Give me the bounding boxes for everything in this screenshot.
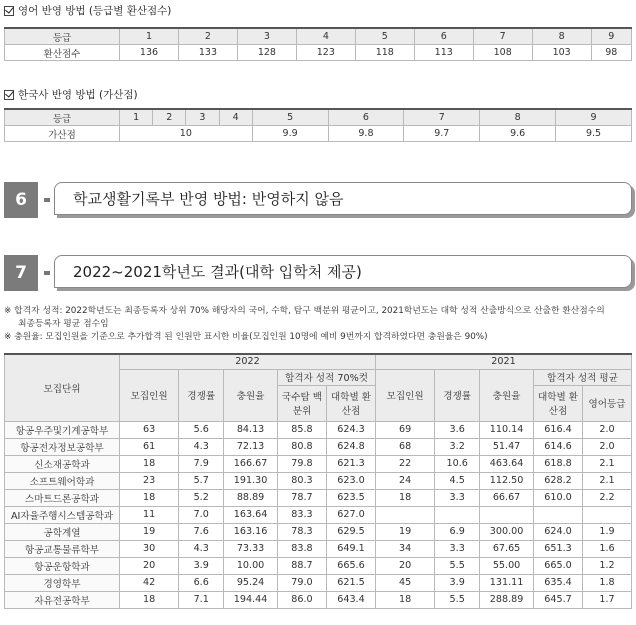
data-cell: 5.5 <box>435 557 480 574</box>
data-cell: 2.1 <box>583 472 632 489</box>
section-6-banner <box>4 182 632 218</box>
data-cell: 18 <box>120 591 179 608</box>
data-cell: 621.5 <box>326 574 375 591</box>
data-cell <box>375 506 434 523</box>
col-header-english: 영어등급 <box>583 385 632 421</box>
grade-cell: 3 <box>237 28 296 45</box>
data-cell: 4.3 <box>179 540 224 557</box>
unit-name-cell: 자유전공학부 <box>5 591 120 608</box>
table-row <box>5 506 632 523</box>
data-cell: 68 <box>375 438 434 455</box>
data-cell: 163.64 <box>224 506 278 523</box>
data-cell: 18 <box>375 489 434 506</box>
data-cell: 616.4 <box>534 421 583 438</box>
unit-name-cell: 항공교통물류학부 <box>5 540 120 557</box>
data-cell: 4.5 <box>435 472 480 489</box>
data-cell: 78.7 <box>277 489 326 506</box>
data-cell: 628.2 <box>534 472 583 489</box>
connector-mark <box>44 198 50 202</box>
data-cell: 80.3 <box>277 472 326 489</box>
data-cell: 624.3 <box>326 421 375 438</box>
data-cell: 624.0 <box>534 523 583 540</box>
grade-header-label: 등급 <box>5 28 120 45</box>
data-cell: 618.8 <box>534 455 583 472</box>
data-cell: 166.67 <box>224 455 278 472</box>
data-cell: 3.9 <box>435 574 480 591</box>
col-header-2021: 2021 <box>375 354 631 369</box>
data-cell: 22 <box>375 455 434 472</box>
table-row <box>5 591 632 608</box>
col-header-fill-rate: 충원율 <box>224 369 278 421</box>
checkbox-icon <box>4 90 14 100</box>
section-title: 학교생활기록부 반영 방법: 반영하지 않음 <box>54 182 632 215</box>
data-cell: 42 <box>120 574 179 591</box>
grade-cell: 3 <box>186 109 219 126</box>
data-cell: 665.0 <box>534 557 583 574</box>
table-row <box>5 489 632 506</box>
score-cell: 123 <box>296 45 355 61</box>
data-cell: 3.6 <box>435 421 480 438</box>
notes-block <box>4 305 632 344</box>
data-cell: 110.14 <box>480 421 534 438</box>
data-cell: 66.67 <box>480 489 534 506</box>
note-line: ※ 충원율: 모집인원을 기준으로 추가합격 된 인원만 표시한 비율(모집인원 10명에 예비 9번까지 합격하였다면 충원율은 90%) <box>4 332 488 342</box>
score-cell: 108 <box>473 45 532 61</box>
data-cell: 2.1 <box>583 455 632 472</box>
bonus-cell: 9.8 <box>328 126 404 142</box>
data-cell: 3.9 <box>179 557 224 574</box>
data-cell: 3.3 <box>435 540 480 557</box>
data-cell: 2.0 <box>583 421 632 438</box>
table-row <box>5 557 632 574</box>
table-row <box>5 540 632 557</box>
data-cell: 112.50 <box>480 472 534 489</box>
table-row <box>5 421 632 438</box>
data-cell: 20 <box>120 557 179 574</box>
score-cell: 103 <box>532 45 591 61</box>
data-cell: 7.1 <box>179 591 224 608</box>
col-header-quota: 모집인원 <box>120 369 179 421</box>
data-cell: 18 <box>120 455 179 472</box>
data-cell: 5.7 <box>179 472 224 489</box>
grade-cell: 5 <box>355 28 414 45</box>
section-number: 6 <box>4 182 38 218</box>
data-cell: 10.6 <box>435 455 480 472</box>
data-cell: 24 <box>375 472 434 489</box>
grade-cell: 1 <box>120 28 179 45</box>
bonus-cell: 9.6 <box>480 126 556 142</box>
data-cell: 649.1 <box>326 540 375 557</box>
section-number: 7 <box>4 255 38 291</box>
note-line: 최종등록자 평균 점수임 <box>18 319 109 329</box>
section-title: 2022~2021학년도 결과(대학 입학처 제공) <box>54 255 632 288</box>
col-header-score-avg: 합격자 성적 평균 <box>534 369 632 385</box>
data-cell: 5.5 <box>435 591 480 608</box>
grade-cell: 5 <box>252 109 328 126</box>
unit-name-cell: 신소재공학과 <box>5 455 120 472</box>
data-cell: 83.8 <box>277 540 326 557</box>
grade-cell: 2 <box>153 109 186 126</box>
data-cell: 131.11 <box>480 574 534 591</box>
data-cell: 665.6 <box>326 557 375 574</box>
english-grade-table <box>4 27 632 61</box>
data-cell: 163.16 <box>224 523 278 540</box>
col-header-competition: 경쟁률 <box>435 369 480 421</box>
checkbox-icon <box>4 6 14 16</box>
bonus-row-label: 가산점 <box>5 126 120 142</box>
data-cell: 1.2 <box>583 557 632 574</box>
data-cell: 30 <box>120 540 179 557</box>
data-cell: 88.7 <box>277 557 326 574</box>
col-header-unit: 모집단위 <box>5 354 120 421</box>
data-cell: 80.8 <box>277 438 326 455</box>
bonus-cell: 9.7 <box>404 126 480 142</box>
grade-cell: 4 <box>296 28 355 45</box>
data-cell: 643.4 <box>326 591 375 608</box>
data-cell: 5.6 <box>179 421 224 438</box>
data-cell: 1.9 <box>583 523 632 540</box>
data-cell <box>435 506 480 523</box>
data-cell: 10.00 <box>224 557 278 574</box>
data-cell: 651.3 <box>534 540 583 557</box>
grade-cell: 6 <box>328 109 404 126</box>
data-cell: 1.6 <box>583 540 632 557</box>
data-cell: 34 <box>375 540 434 557</box>
data-cell: 191.30 <box>224 472 278 489</box>
data-cell: 610.0 <box>534 489 583 506</box>
unit-name-cell: 스마트드론공학과 <box>5 489 120 506</box>
data-cell: 19 <box>120 523 179 540</box>
table-row <box>5 574 632 591</box>
data-cell: 78.3 <box>277 523 326 540</box>
grade-cell: 4 <box>219 109 252 126</box>
grade-cell: 8 <box>480 109 556 126</box>
data-cell: 614.6 <box>534 438 583 455</box>
col-header-percentile: 국수탐 백분위 <box>277 385 326 421</box>
table-row <box>5 523 632 540</box>
bonus-merged-cell: 10 <box>120 126 253 142</box>
data-cell: 7.0 <box>179 506 224 523</box>
data-cell <box>534 506 583 523</box>
data-cell: 85.8 <box>277 421 326 438</box>
data-cell: 45 <box>375 574 434 591</box>
section-7-banner <box>4 255 632 291</box>
grade-cell: 8 <box>532 28 591 45</box>
unit-name-cell: AI자율주행시스템공학과 <box>5 506 120 523</box>
data-cell: 3.3 <box>435 489 480 506</box>
grade-cell: 9 <box>591 28 631 45</box>
data-cell: 51.47 <box>480 438 534 455</box>
data-cell: 623.0 <box>326 472 375 489</box>
data-cell: 4.3 <box>179 438 224 455</box>
unit-name-cell: 항공운항학과 <box>5 557 120 574</box>
data-cell: 1.7 <box>583 591 632 608</box>
data-cell: 18 <box>120 489 179 506</box>
data-cell: 3.2 <box>435 438 480 455</box>
data-cell: 7.6 <box>179 523 224 540</box>
data-cell: 79.0 <box>277 574 326 591</box>
connector-mark <box>44 271 50 275</box>
unit-name-cell: 항공우주및기계공학부 <box>5 421 120 438</box>
data-cell: 288.89 <box>480 591 534 608</box>
data-cell <box>480 506 534 523</box>
table-row <box>5 472 632 489</box>
data-cell: 621.3 <box>326 455 375 472</box>
data-cell: 61 <box>120 438 179 455</box>
data-cell: 635.4 <box>534 574 583 591</box>
score-cell: 133 <box>178 45 237 61</box>
note-line: ※ 합격자 성적: 2022학년도는 최종등록자 상위 70% 해당자의 국어, 수학, 탐구 백분위 평균이고, 2021학년도는 대학 성적 산출방식으로 산출한 환산점수의 <box>4 306 605 316</box>
col-header-score-70: 합격자 성적 70%컷 <box>277 369 375 385</box>
score-cell: 118 <box>355 45 414 61</box>
col-header-fill-rate: 충원율 <box>480 369 534 421</box>
data-cell: 6.6 <box>179 574 224 591</box>
history-title-text: 한국사 반영 방법 (가산점) <box>18 89 138 101</box>
table-row <box>5 455 632 472</box>
data-cell: 95.24 <box>224 574 278 591</box>
col-header-2022: 2022 <box>120 354 376 369</box>
table-row <box>5 438 632 455</box>
data-cell: 2.2 <box>583 489 632 506</box>
data-cell: 72.13 <box>224 438 278 455</box>
grade-cell: 7 <box>404 109 480 126</box>
data-cell: 23 <box>120 472 179 489</box>
grade-cell: 7 <box>473 28 532 45</box>
unit-name-cell: 소프트웨어학과 <box>5 472 120 489</box>
data-cell: 2.0 <box>583 438 632 455</box>
data-cell: 645.7 <box>534 591 583 608</box>
data-cell: 11 <box>120 506 179 523</box>
data-cell: 18 <box>375 591 434 608</box>
data-cell: 63 <box>120 421 179 438</box>
unit-name-cell: 공학계열 <box>5 523 120 540</box>
data-cell: 20 <box>375 557 434 574</box>
data-cell: 55.00 <box>480 557 534 574</box>
data-cell: 19 <box>375 523 434 540</box>
col-header-converted: 대학별 환산점 <box>534 385 583 421</box>
english-section-title <box>4 3 171 18</box>
grade-header-label: 등급 <box>5 109 120 126</box>
data-cell: 67.65 <box>480 540 534 557</box>
grade-cell: 6 <box>414 28 473 45</box>
data-cell: 69 <box>375 421 434 438</box>
history-grade-table <box>4 108 632 142</box>
data-cell: 6.9 <box>435 523 480 540</box>
bonus-cell: 9.9 <box>252 126 328 142</box>
data-cell: 84.13 <box>224 421 278 438</box>
data-cell: 627.0 <box>326 506 375 523</box>
data-cell: 629.5 <box>326 523 375 540</box>
col-header-competition: 경쟁률 <box>179 369 224 421</box>
unit-name-cell: 경영학부 <box>5 574 120 591</box>
results-table <box>4 353 632 609</box>
bonus-cell: 9.5 <box>556 126 632 142</box>
data-cell <box>583 506 632 523</box>
data-cell: 86.0 <box>277 591 326 608</box>
data-cell: 624.8 <box>326 438 375 455</box>
data-cell: 7.9 <box>179 455 224 472</box>
data-cell: 1.8 <box>583 574 632 591</box>
data-cell: 5.2 <box>179 489 224 506</box>
data-cell: 300.00 <box>480 523 534 540</box>
score-cell: 113 <box>414 45 473 61</box>
score-cell: 128 <box>237 45 296 61</box>
data-cell: 194.44 <box>224 591 278 608</box>
data-cell: 88.89 <box>224 489 278 506</box>
unit-name-cell: 항공전자정보공학부 <box>5 438 120 455</box>
history-section-title <box>4 87 138 102</box>
score-cell: 136 <box>120 45 179 61</box>
grade-cell: 1 <box>120 109 153 126</box>
grade-cell: 9 <box>556 109 632 126</box>
data-cell: 623.5 <box>326 489 375 506</box>
english-title-text: 영어 반영 방법 (등급별 환산점수) <box>18 5 172 17</box>
data-cell: 83.3 <box>277 506 326 523</box>
data-cell: 73.33 <box>224 540 278 557</box>
col-header-converted: 대학별 환산점 <box>326 385 375 421</box>
score-cell: 98 <box>591 45 631 61</box>
data-cell: 79.8 <box>277 455 326 472</box>
grade-cell: 2 <box>178 28 237 45</box>
score-row-label: 환산점수 <box>5 45 120 61</box>
col-header-quota: 모집인원 <box>375 369 434 421</box>
data-cell: 463.64 <box>480 455 534 472</box>
